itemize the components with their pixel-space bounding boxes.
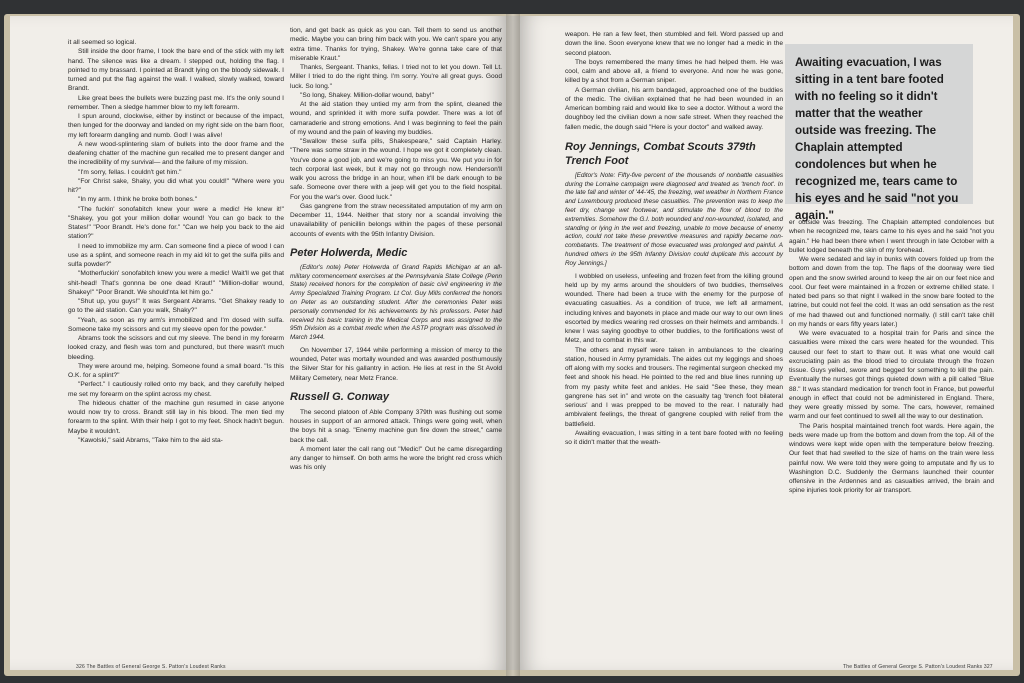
paragraph: Still inside the door frame, I took the bare end of the stick with my left hand. The silence was like a dream. I stepped out, holding the flag. I pointed to my brassard. I pointed at Brandt lying on the bloody sidewalk. I turned and put the flag against the wall. I walked, slowly walked, toward Brandt.: [68, 48, 284, 93]
paragraph: "I'm sorry, fellas. I couldn't get him.": [78, 168, 182, 176]
paragraph: "So long, Shakey. Million-dollar wound, baby!": [300, 91, 434, 99]
editor-note-holwerda: (Editor's note) Peter Holwerda of Grand Rapids Michigan at an all-military commencement exercises at the Pennsylvania State College (Penn State) received honors for the completion of basic civil engineering in the Army Specialized Training Program. Lt Col. Guy Mills conferred the honors on Peter as an outstanding student. After the ceremonies Peter was personally commended for his achievements by his professors. Peter had received his basic training in the Medical Corps and was assigned to the 95th Division as a combat medic when the ASTP program was dissolved in March 1944.: [290, 263, 502, 342]
paragraph: Thanks, Sergeant. Thanks, fellas. I tried not to let you down. Tell Lt. Miller I tried to do the right thing. I'm sorry. You're all great guys. Good luck. So long.": [290, 64, 502, 90]
paragraph: it all seemed so logical.: [68, 39, 137, 46]
right-page-column-1: [565, 30, 783, 662]
paragraph: "Swallow these sulfa pills, Shakespeare," said Captain Harley. "There was some straw in the wound. I hope we got it completely clean. You've done a good job, and we're going to miss you. We put you in for tech corporal last week, but it may not go through now. Henderson'll walk you across the bridge in an hour, when it'll be dark enough to be safe. Someone over there with a jeep will get you to the field hospital. For you the war's over. Good luck.": [290, 138, 502, 201]
paragraph: The others and myself were taken in ambulances to the clearing station, housed in Army pyramidals. The aides cut my leggings and shoes off along with my socks and trousers. The regimental surgeon checked my feet and shook his head. He pointed to the red and blue lines running up from my pasty white feet and ankles. He said "See these, they mean gangrene has set in" and wrote on the casualty tag 'trench foot bilateral serious' and I was prepped to be moved to the rear. I naturally had ambivalent feelings, the threat of gangrene coupled with relief from the battlefield.: [565, 346, 783, 428]
section-heading-conway: Russell G. Conway: [290, 390, 390, 403]
book-spine: [506, 14, 520, 676]
paragraph: "For Christ sake, Shaky, you did what you could!" "Where were you hit?": [68, 177, 284, 194]
paragraph: I wobbled on useless, unfeeling and frozen feet from the killing ground held up by my arms around the shoulders of two buddies, themselves wounded. There had been a truce with the enemy for the purpose of evacuating casualties. As a condition of truce, we left all armament, including knives and bayonets in place and made our way to our own lines escorted by medics wearing red crosses on their helmets and armbands. I knew I was saying goodbye to other buddies, to the fortifications west of Metz, and to combat in this war.: [565, 272, 783, 345]
section-heading-jennings: Roy Jennings, Combat Scouts 379th Trench Foot: [565, 140, 756, 167]
paragraph: "Motherfuckin' sonofabitch knew you were a medic! Wait'll we get that shit-head! That's gonnna be one dead Kraut!" "Million-dollar wound, Shakey!" "Poor Brandt. We should'nta let him go.": [68, 270, 284, 296]
paragraph: "The fuckin' sonofabitch knew your were a medic! He knew it!" "Shakey, you got your million dollar wound! You can go back to the States!" "Poor Brandt. He's done for." "Can we help you back to the aid station?": [68, 205, 284, 241]
left-page-footer: 326 The Battles of General George S. Patton's Loudest Ranks: [76, 664, 226, 670]
paragraph: Gas gangrene from the straw necessitated amputation of my arm on December 11, 1944. Neither that story nor a scandal involving the unavailability of penicillin belongs within the pages of these personal accounts of events with the 95th Infantry Division.: [290, 202, 502, 238]
paragraph: At the aid station they untied my arm from the splint, cleaned the wound, and sprinkled it with more sulfa powder. There was a lot of camaraderie and strong emotions. And I was beginning to feel the pain of my wound and the pain of leaving my buddies.: [290, 101, 502, 136]
paragraph: The second platoon of Able Company 379th was flushing out some houses in support of an armored attack. Things were going well, when the boys hit a snag. "Enemy machine gun fire down the street," came back the call.: [290, 408, 502, 444]
paragraph: Awaiting evacuation, I was sitting in a tent bare footed with no feeling so it didn't matter that the weath-: [565, 429, 783, 447]
paragraph: A German civilian, his arm bandaged, approached one of the buddies of the medic. The civilian explained that he had been wounded in an American bombing raid and would like to see a doctor. Without a word the doughboy led the civilian down a now safe street. When they reached the fallen medic, the dough said "Here is your doctor" and walked away.: [565, 86, 783, 131]
paragraph: er outside was freezing. The Chaplain attempted condolences but when he recognized me, tears came to his eyes and he said "not you again." He had been there when I went through in late October with a bullet lodged beneath the skin of my forehead.: [789, 219, 994, 254]
paragraph: "Yeah, as soon as my arm's immobilized and I'm dosed with sulfa. Someone take my scissors and cut my sleeve open for the powder.": [68, 316, 284, 333]
paragraph: We were evacuated to a hospital train for Paris and since the casualties were mixed the cars were heated for the wounded. This caused our feet to start to thaw out. It was what one would call excruciating pain as the blood tried to circulate through the frozen tissue. Guys yelled, swore and begged for something to kill the pain. Eventually the nurses got things quieted down with a pill called "Blue 88." It was standard medication for trench foot in France, but powerful enough in effect that could not be administered in England. There, they were greatly missed by some. The cars, however, remained warm and our feet continued to swell all the way to our destination.: [789, 330, 994, 421]
left-page: [10, 16, 513, 670]
paragraph: The boys remembered the many times he had helped them. He was cool, calm and above all, a friend to everyone. And now he was gone, killed by a shot from a German sniper.: [565, 58, 783, 85]
paragraph: A new wood-splintering slam of bullets into the door frame and the deafening chatter of the machine gun recalled me to present danger and the incredibility of my survival— and the failure of my mission.: [68, 140, 284, 167]
right-page-footer: The Battles of General George S. Patton's Loudest Ranks 327: [843, 664, 993, 670]
paragraph: "Perfect." I cautiously rolled onto my back, and they carefully helped me set my forearm on the splint across my chest.: [68, 381, 284, 398]
left-page-column-2: [290, 26, 502, 662]
paragraph: They were around me, helping. Someone found a small board. "Is this O.K. for a splint?": [68, 362, 284, 379]
editor-note-jennings: [Editor's Note: Fifty-five percent of the thousands of nonbattle casualties during the Lorraine campaign were diagnosed and treated as 'trench foot'. In the late fall and winter of '44-'45, the freezing, wet weather in Northern France and Luxembourg produced these casualties. The prevention was to keep the feet dry, change wet footwear, and stimulate the flow of blood to the extremities. Somehow the G.I. both wounded and non-wounded, isolated, and standing or lying in the wet and freezing, unable to move because of enemy action, could not take these preventive measures and rapidly became non-combatants. The treatment of those evacuated was prolonged and painful. A hundred others in the 95th Infantry Division could duplicate this account by Roy Jennings.]: [565, 171, 783, 267]
paragraph: On November 17, 1944 while performing a mission of mercy to the wounded, Peter was mortally wounded and was awarded posthumously the Silver Star for his gallantry in action. He lies at rest in the St Avold Military Cemetery, near Metz France.: [290, 346, 502, 382]
paragraph: Like great bees the bullets were buzzing past me. It's the only sound I remember. Then a sledge hammer blow to my left forearm.: [68, 94, 284, 111]
left-page-column-1: [68, 38, 284, 660]
paragraph: tion, and get back as quick as you can. Tell them to send us another medic. Maybe you can bring him back with you. We can't spare you any extra time. Thanks for trying, Shakey. We're gonna take care of that miserable Kraut.": [290, 27, 502, 62]
right-page-column-2: [789, 218, 994, 660]
paragraph: A moment later the call rang out "Medic!" Out he came disregarding any danger to himself. On both arms he wore the bright red cross which was his only: [290, 445, 502, 472]
paragraph: weapon. He ran a few feet, then stumbled and fell. Word passed up and down the line. Soon everyone knew that we no longer had a medic in the second platoon.: [565, 31, 783, 57]
paragraph: I spun around, clockwise, either by instinct or because of the impact, then lunged for the doorway and landed on my right side on the barn floor, my left forearm dangling and numb. God! I was alive!: [68, 113, 284, 139]
section-heading-holwerda: Peter Holwerda, Medic: [290, 246, 408, 259]
paragraph: "Shut up, you guys!" It was Sergeant Abrams. "Get Shakey ready to go to the aid station. Can you walk, Shaky?": [68, 298, 284, 315]
paragraph: I need to immobilize my arm. Can someone find a piece of wood I can use as a splint, and someone reach in my aid kit to get the sulfa pills and sulfa powder?": [68, 242, 284, 268]
paragraph: The Paris hospital maintained trench foot wards. Here again, the beds were made up from the bottom and down from the top. All of the windows were kept wide open with the temperature below freezing. Our feet that had swelled to the size of hams on the train were less painful now. We were told they were going to amputate and fly us to Washington D.C. Suddenly the Germans launched their counter offensive in the Ardennes and as casualties arrived, the brain and spine injuries took priority for air transport.: [789, 422, 994, 495]
paragraph: "Kawolski," said Abrams, "Take him to the aid sta-: [78, 436, 223, 444]
paragraph: Abrams took the scissors and cut my sleeve. The bend in my forearm looked crazy, and flesh was torn and punctured, but there wasn't much bleeding.: [68, 335, 284, 361]
paragraph: We were sedated and lay in bunks with covers folded up from the bottom and down from the top. The flaps of the doorway were tied open and the snow swirled around to keep the air on our feet nice and cool. Our feet were maintained in a frozen or extreme chilled state. I hated bed pans so that night I walked in the snow bare footed to the latrine, but could not feel the cold. It was an odd sensation as the rest of me had thawed out and functioned normally. (I still can't take chill on my hands or ears fifty years later.): [789, 256, 994, 328]
paragraph: The hideous chatter of the machine gun resumed in case anyone would now try to cross. Brandt still lay in his blood. The men tied my forearm to the splint. With their help I got to my feet. Shock hadn't begun. Maybe it wouldn't.: [68, 399, 284, 435]
paragraph: "In my arm. I think he broke both bones.": [78, 196, 198, 204]
pull-quote: Awaiting evacuation, I was sitting in a tent bare footed with no feeling so it didn't matter that the weather outside was freezing. The Chaplain attempted condolences but when he recognized me, tears came to his eyes and he said "not you again.": [785, 44, 973, 204]
